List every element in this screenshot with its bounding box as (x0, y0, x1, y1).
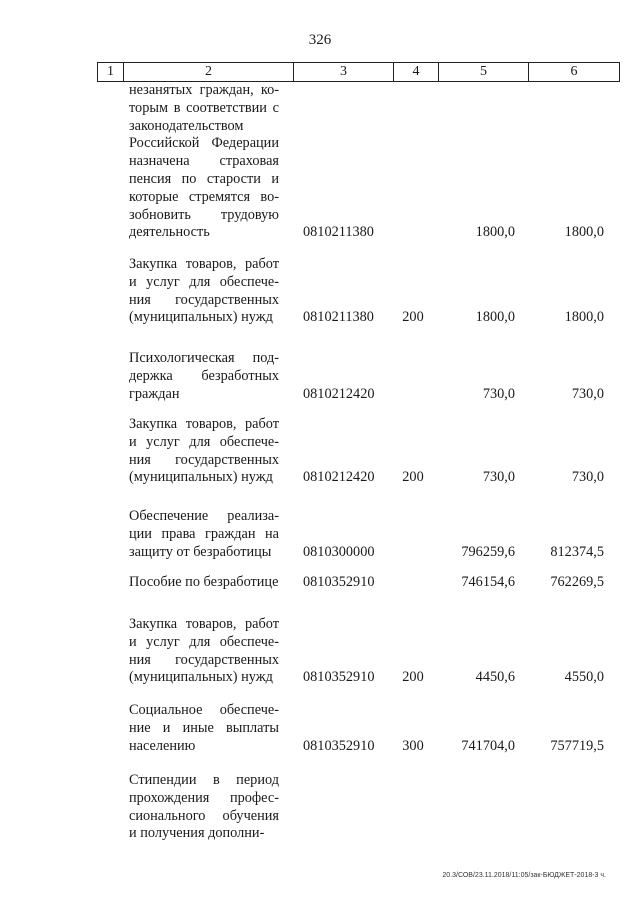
target-article-code: 0810211380 (303, 309, 374, 326)
amount-year-2: 730,0 (571, 469, 604, 486)
row-description (129, 616, 279, 687)
amount-year-1: 741704,0 (461, 737, 515, 754)
column-header-4: 4 (394, 63, 439, 81)
table-row (0, 508, 640, 561)
row-description (129, 574, 279, 592)
page-number: 326 (308, 32, 332, 48)
description-line: и получения дополни- (129, 825, 265, 842)
description-line: защиту от безработицы (129, 543, 272, 560)
row-description (129, 702, 279, 755)
description-line: и услуг для обеспече- (129, 433, 279, 450)
target-article-code: 0810212420 (303, 385, 375, 402)
target-article-code: 0810352910 (303, 669, 375, 686)
description-line: которые стремятся во- (129, 188, 279, 205)
amount-year-2: 757719,5 (550, 737, 604, 754)
table-row (0, 256, 640, 327)
amount-year-1: 746154,6 (461, 574, 515, 590)
description-line: держка безработных (129, 367, 279, 384)
target-article-code: 0810352910 (303, 574, 375, 590)
description-line: ние и иные выплаты (129, 719, 279, 736)
target-article-code: 0810212420 (303, 469, 375, 486)
description-line: Пособие по безработице (129, 574, 279, 590)
description-line: Закупка товаров, работ (129, 616, 279, 632)
amount-year-2: 1800,0 (564, 224, 604, 241)
description-line: Стипендии в период (129, 772, 279, 788)
description-line: законодательством (129, 117, 244, 134)
table-header-row (97, 62, 620, 82)
description-line: Психологическая под- (129, 350, 279, 366)
row-description (129, 508, 279, 561)
description-line: незанятых граждан, ко- (129, 82, 279, 98)
description-line: Социальное обеспече- (129, 702, 279, 718)
amount-year-2: 730,0 (571, 385, 604, 402)
amount-year-2: 812374,5 (550, 543, 604, 560)
column-header-1: 1 (98, 63, 124, 81)
amount-year-1: 1800,0 (475, 224, 515, 241)
expense-type-code: 300 (402, 737, 424, 754)
amount-year-1: 4450,6 (475, 669, 515, 686)
column-header-6: 6 (570, 64, 578, 79)
target-article-code: 0810300000 (303, 543, 375, 560)
description-line: прохождения профес- (129, 789, 279, 806)
description-line: торым в соответствии с (129, 99, 279, 116)
description-line: (муниципальных) нужд (129, 469, 273, 486)
description-line: ния государственных (129, 651, 279, 668)
description-line: граждан (129, 385, 180, 402)
expense-type-code: 200 (402, 469, 424, 486)
description-line: зобновить трудовую (129, 206, 279, 223)
row-description (129, 416, 279, 487)
description-line: и услуг для обеспече- (129, 633, 279, 650)
row-description (129, 772, 279, 843)
description-line: ния государственных (129, 451, 279, 468)
row-description (129, 256, 279, 327)
amount-year-1: 796259,6 (461, 543, 515, 560)
amount-year-2: 1800,0 (564, 309, 604, 326)
table-row (0, 574, 640, 592)
description-line: населению (129, 737, 196, 754)
description-line: деятельность (129, 224, 210, 241)
table-row (0, 416, 640, 487)
description-line: Закупка товаров, работ (129, 256, 279, 272)
description-line: Российской Федерации (129, 135, 279, 152)
description-line: (муниципальных) нужд (129, 669, 273, 686)
description-line: пенсия по старости и (129, 170, 279, 187)
amount-year-1: 730,0 (482, 385, 515, 402)
amount-year-1: 1800,0 (475, 309, 515, 326)
description-line: Обеспечение реализа- (129, 508, 279, 524)
table-row (0, 702, 640, 755)
target-article-code: 0810352910 (303, 737, 375, 754)
description-line: (муниципальных) нужд (129, 309, 273, 326)
row-description (129, 82, 279, 242)
table-row (0, 82, 640, 242)
table-row (0, 772, 640, 843)
column-header-3: 3 (294, 63, 394, 81)
amount-year-2: 4550,0 (564, 669, 604, 686)
description-line: Закупка товаров, работ (129, 416, 279, 432)
footer-reference: 20.3/СОВ/23.11.2018/11:05/зак-БЮДЖЕТ-2018-3 ч. (442, 872, 606, 879)
expense-type-code: 200 (402, 669, 424, 686)
row-description (129, 350, 279, 403)
amount-year-2: 762269,5 (550, 574, 604, 590)
table-row (0, 350, 640, 403)
description-line: ции права граждан на (129, 525, 279, 542)
table-row (0, 616, 640, 687)
description-line: и услуг для обеспече- (129, 273, 279, 290)
column-header-2: 2 (124, 63, 294, 81)
target-article-code: 0810211380 (303, 224, 374, 241)
amount-year-1: 730,0 (482, 469, 515, 486)
description-line: назначена страховая (129, 153, 279, 170)
column-header-5: 5 (439, 63, 529, 81)
expense-type-code: 200 (402, 309, 424, 326)
description-line: ния государственных (129, 291, 279, 308)
description-line: сионального обучения (129, 807, 279, 824)
